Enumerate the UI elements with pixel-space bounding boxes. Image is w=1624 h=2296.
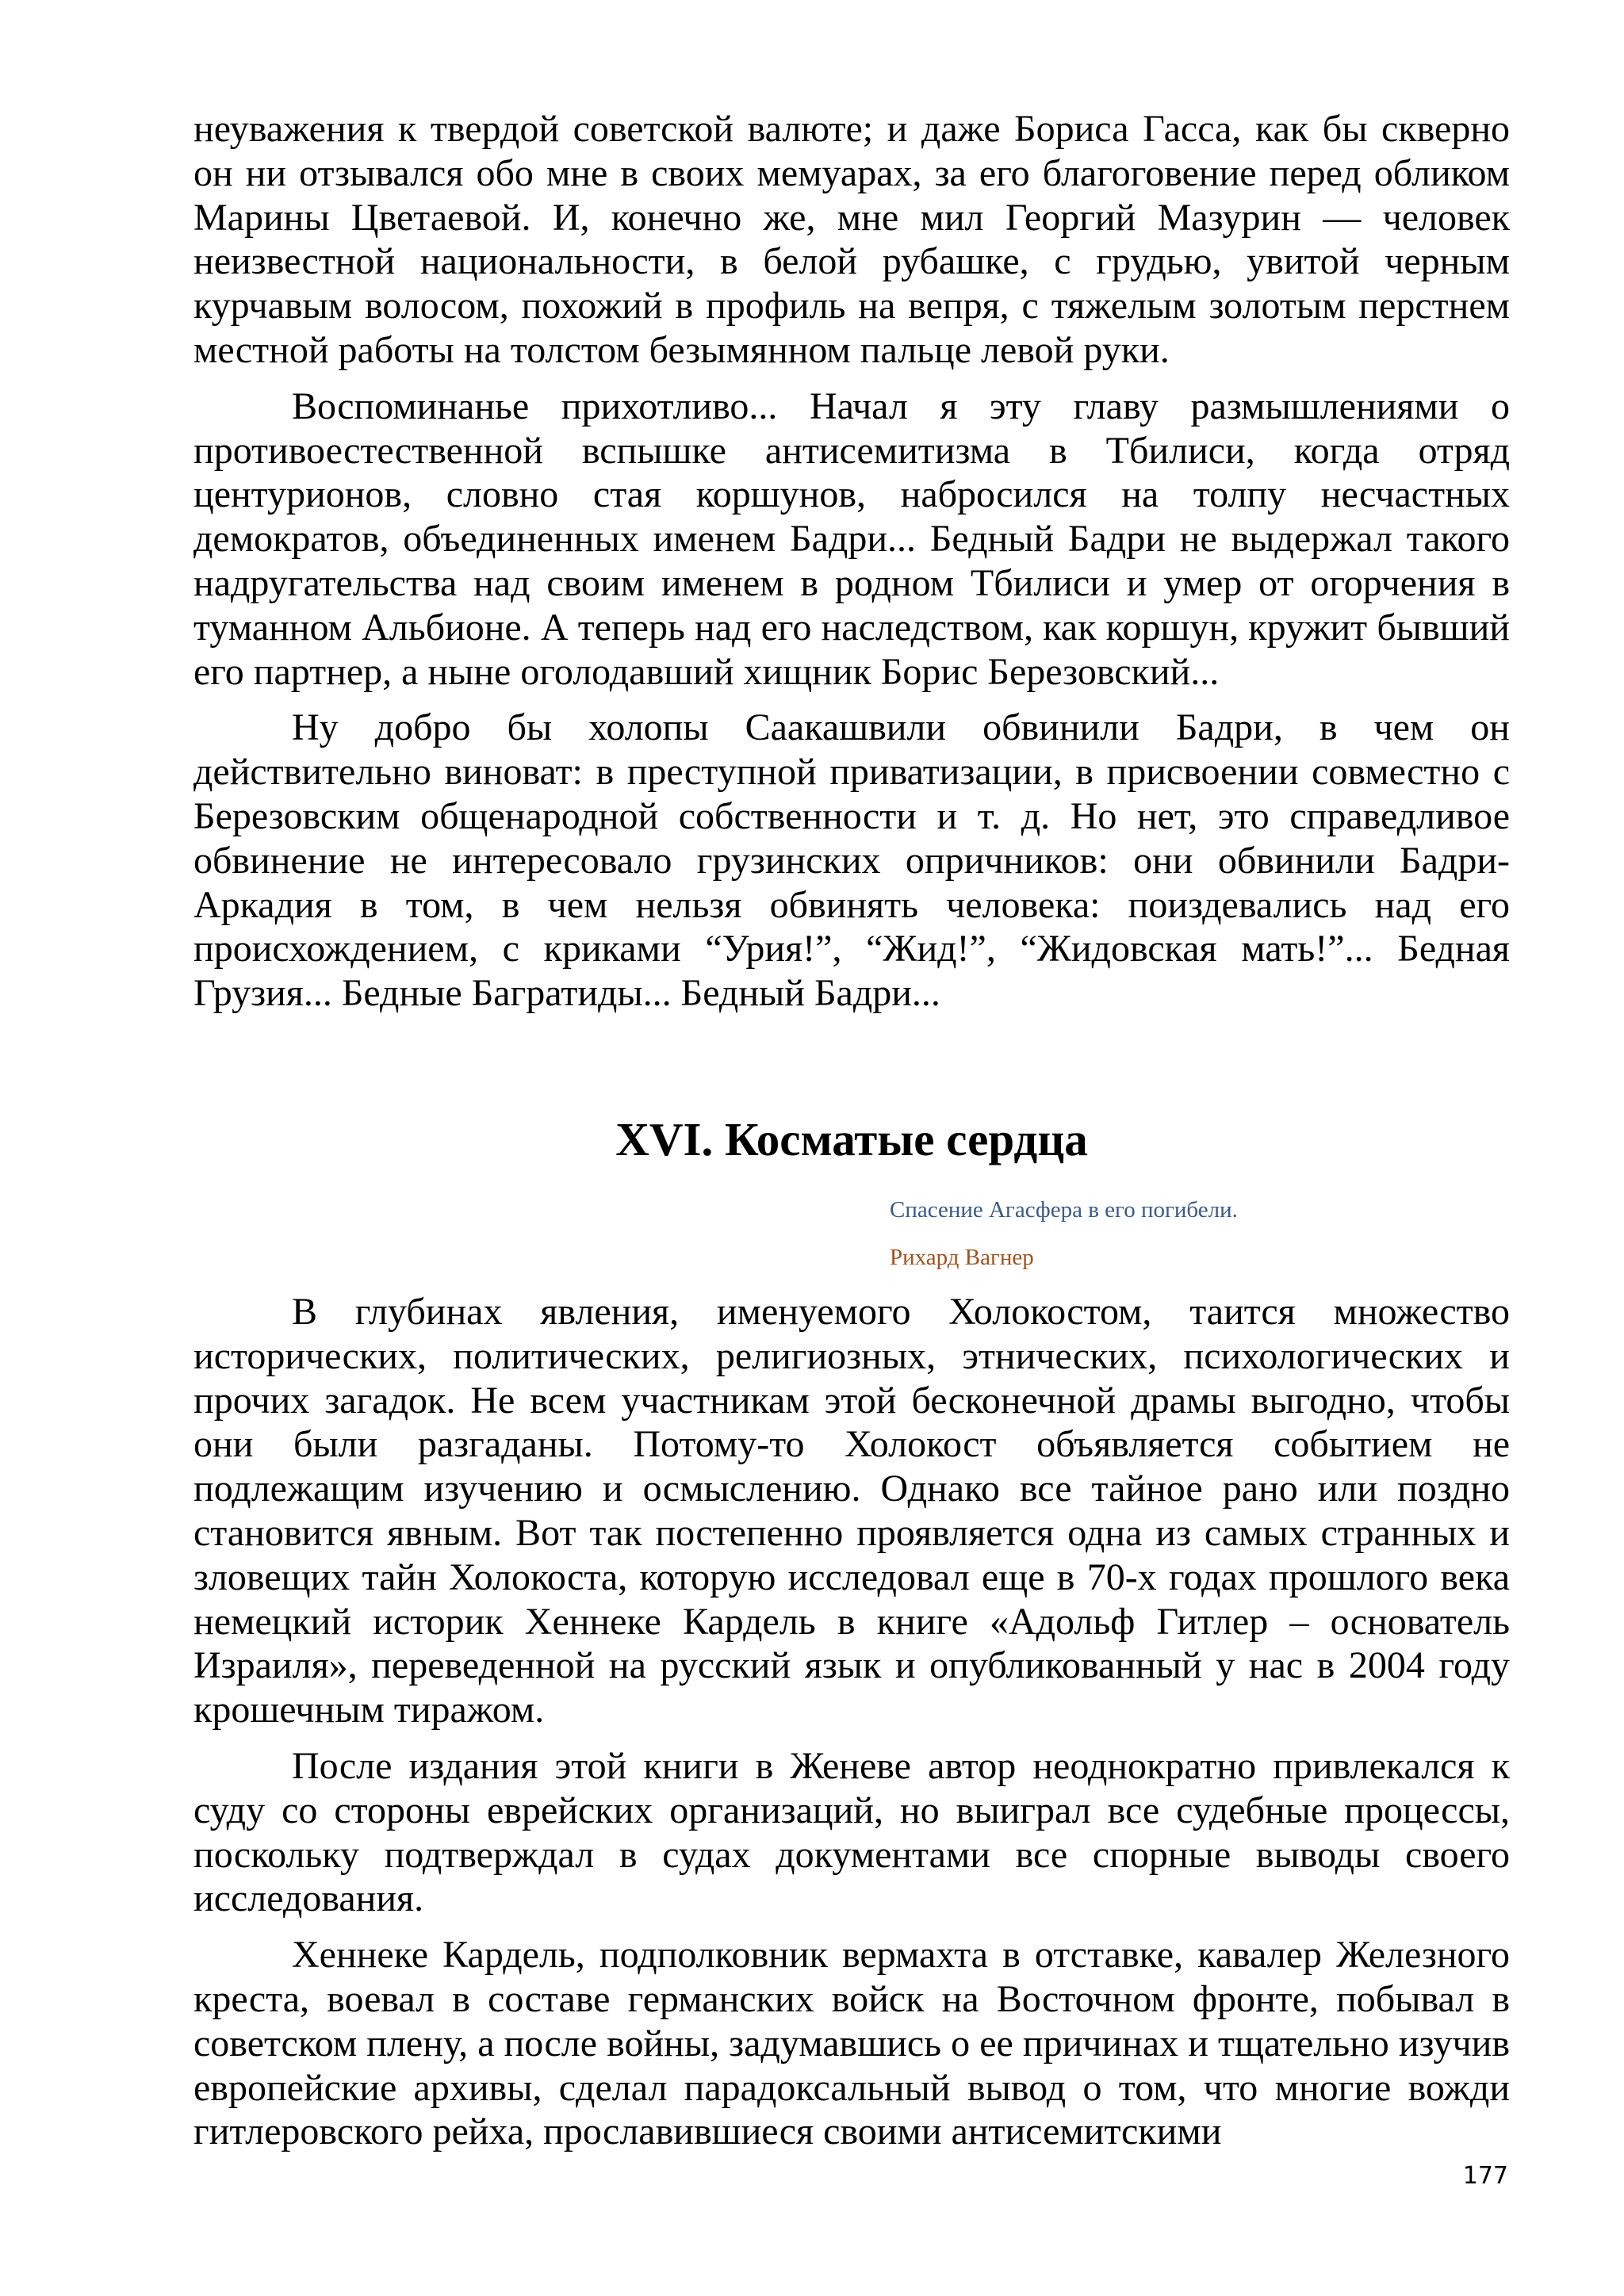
paragraph: После издания этой книги в Женеве автор неоднократно привлекался к суду со стороны еврейских организаций, но выиграл все судебные процессы, поскольку подтверждал в судах документами все спорные выводы своего исследования.	[193, 1744, 1510, 1920]
epigraph-quote: Спасение Агасфера в его погибели.	[890, 1197, 1238, 1223]
top-text-section	[193, 107, 1510, 1027]
chapter-title: XVI. Косматые сердца	[615, 1113, 1088, 1165]
paragraph-truncated: Хеннеке Кардель, подполковник вермахта в отставке, кавалер Железного креста, воевал в составе германских войск на Восточном фронте, побывал в советском плену, а после войны, задумавшись о ее причинах и тщательно изучив европейские архивы, сделал парадоксальный вывод о том, что многие вожди гитлеровского рейха, прославившиеся своими антисемитскими	[193, 1934, 1510, 2153]
paragraph: Ну добро бы холопы Саакашвили обвинили Бадри, в чем он действительно виноват: в преступной приватизации, в присвоении совместно с Березовским общенародной собственности и т. д. Но нет, это справедливое обвинение не интересовало грузинских опричников: они обвинили Бадри-Аркадия в том, в чем нельзя обвинять человека: поиздевались над его происхождением, с криками “Урия!”, “Жид!”, “Жидовская мать!”... Бедная Грузия... Бедные Багратиды... Бедный Бадри...	[193, 706, 1510, 1015]
paragraph: Воспоминанье прихотливо... Начал я эту главу размышлениями о противоестественной вспышке антисемитизма в Тбилиси, когда отряд центурионов, словно стая коршунов, набросился на толпу несчастных демократов, объединенных именем Бадри... Бедный Бадри не выдержал такого надругательства над своим именем в родном Тбилиси и умер от огорчения в туманном Альбионе. А теперь над его наследством, как коршун, кружит бывший его партнер, а ныне оголодавший хищник Борис Березовский...	[193, 385, 1510, 693]
epigraph-author: Рихард Вагнер	[890, 1245, 1034, 1270]
paragraph-continuation: неуважения к твердой советской валюте; и даже Бориса Гасса, как бы скверно он ни отзывался обо мне в своих мемуарах, за его благоговение перед обликом Марины Цветаевой. И, конечно же, мне мил Георгий Мазурин — человек неизвестной национальности, в белой рубашке, с грудью, увитой черным курчавым волосом, похожий в профиль на вепря, с тяжелым золотым перстнем местной работы на толстом безымянном пальце левой руки.	[193, 108, 1510, 371]
bottom-text-section	[193, 1290, 1510, 2166]
paragraph: В глубинах явления, именуемого Холокостом, таится множество исторических, политических, религиозных, этнических, психологических и прочих загадок. Не всем участникам этой бесконечной драмы выгодно, чтобы они были разгаданы. Потому-то Холокост объявляется событием не подлежащим изучению и осмыслению. Однако все тайное рано или поздно становится явным. Вот так постепенно проявляется одна из самых странных и зловещих тайн Холокоста, которую исследовал еще в 70-х годах прошлого века немецкий историк Хеннеке Кардель в книге «Адольф Гитлер – основатель Израиля», переведенной на русский язык и опубликованный у нас в 2004 году крошечным тиражом.	[193, 1291, 1510, 1732]
page-number: 177	[1462, 2162, 1508, 2190]
